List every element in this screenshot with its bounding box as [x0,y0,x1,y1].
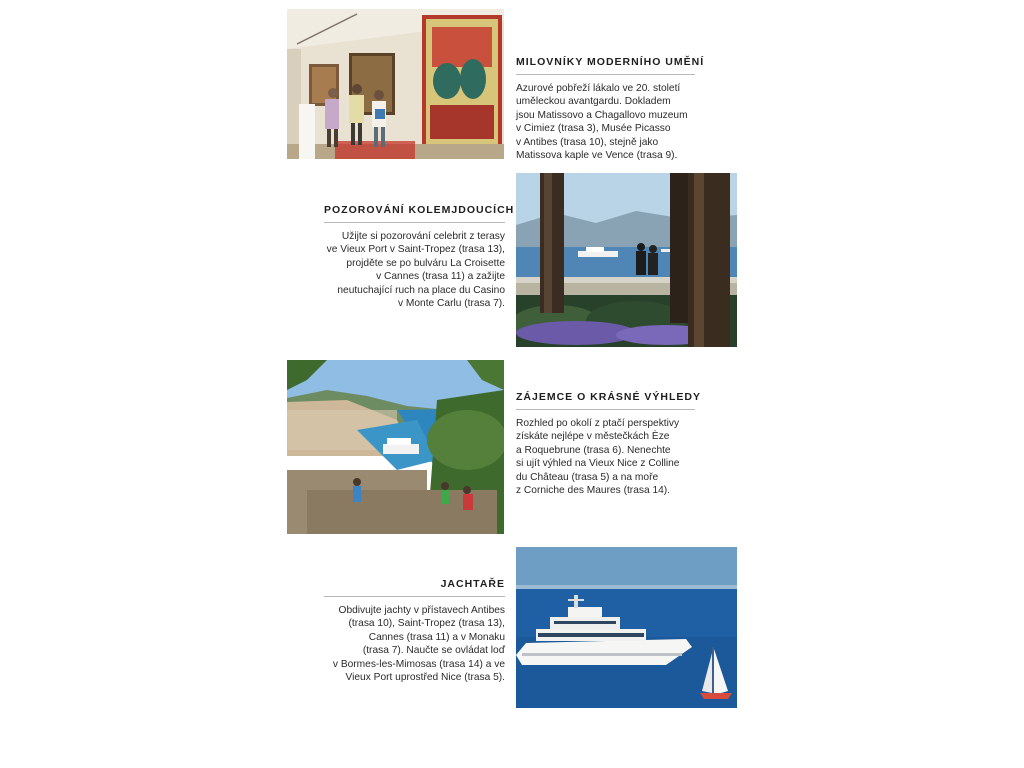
text-line: (trasa 10), Saint-Tropez (trasa 13), [348,618,505,630]
text-line: uměleckou avantgardu. Dokladem [516,96,671,108]
text-line: v Bormes-les-Mimosas (trasa 14) a ve [332,658,505,670]
text-line: Vieux Port uprostřed Nice (trasa 5). [345,672,505,684]
text-line: du Château (trasa 5) a na moře [516,471,659,483]
section-text-people-watching [327,230,505,310]
section-heading-views: ZÁJEMCE O KRÁSNÉ VÝHLEDY [516,391,695,410]
text-line: získáte nejlépe v městečkách Èze [516,431,670,443]
section-text-yachting [333,604,505,684]
text-line: v Antibes (trasa 10), stejně jako [516,136,659,148]
section-heading-people-watching: POZOROVÁNÍ KOLEMJDOUCÍCH [324,204,505,223]
yacht-photo [516,547,737,708]
harbour-view-photo [287,360,504,534]
text-line: neutuchající ruch na place du Casino [337,284,505,296]
section-text-views [516,417,679,497]
text-line: Užijte si pozorování celebrit z terasy [341,231,505,242]
text-line: jsou Matissovo a Chagallovo muzeum [516,109,688,121]
section-heading-yachting: JACHTAŘE [324,578,505,597]
text-line: Rozhled po okolí z ptačí perspektivy [516,418,680,429]
text-line: a Roquebrune (trasa 6). Nenechte [516,444,671,456]
text-line: (trasa 7). Naučte se ovládat loď [362,645,505,657]
section-heading-modern-art: MILOVNÍKY MODERNÍHO UMĚNÍ [516,56,695,75]
section-text-modern-art [516,82,688,162]
text-line: projděte se po bulváru La Croisette [346,257,505,269]
text-line: Obdivujte jachty v přístavech Antibes [338,605,505,616]
text-line: Matissova kaple ve Vence (trasa 9). [516,150,678,162]
promenade-photo [516,173,737,347]
text-line: ve Vieux Port v Saint-Tropez (trasa 13), [326,244,505,256]
text-line: v Monte Carlu (trasa 7). [397,298,505,310]
text-line: Azurové pobřeží lákalo ve 20. století [516,83,681,94]
gallery-photo [287,9,504,159]
text-line: v Cannes (trasa 11) a zažijte [376,271,505,283]
text-line: z Corniche des Maures (trasa 14). [516,485,671,497]
text-line: v Cimiez (trasa 3), Musée Picasso [516,123,671,135]
text-line: Cannes (trasa 11) a v Monaku [368,631,505,643]
text-line: si ujít výhled na Vieux Nice z Colline [516,458,680,470]
